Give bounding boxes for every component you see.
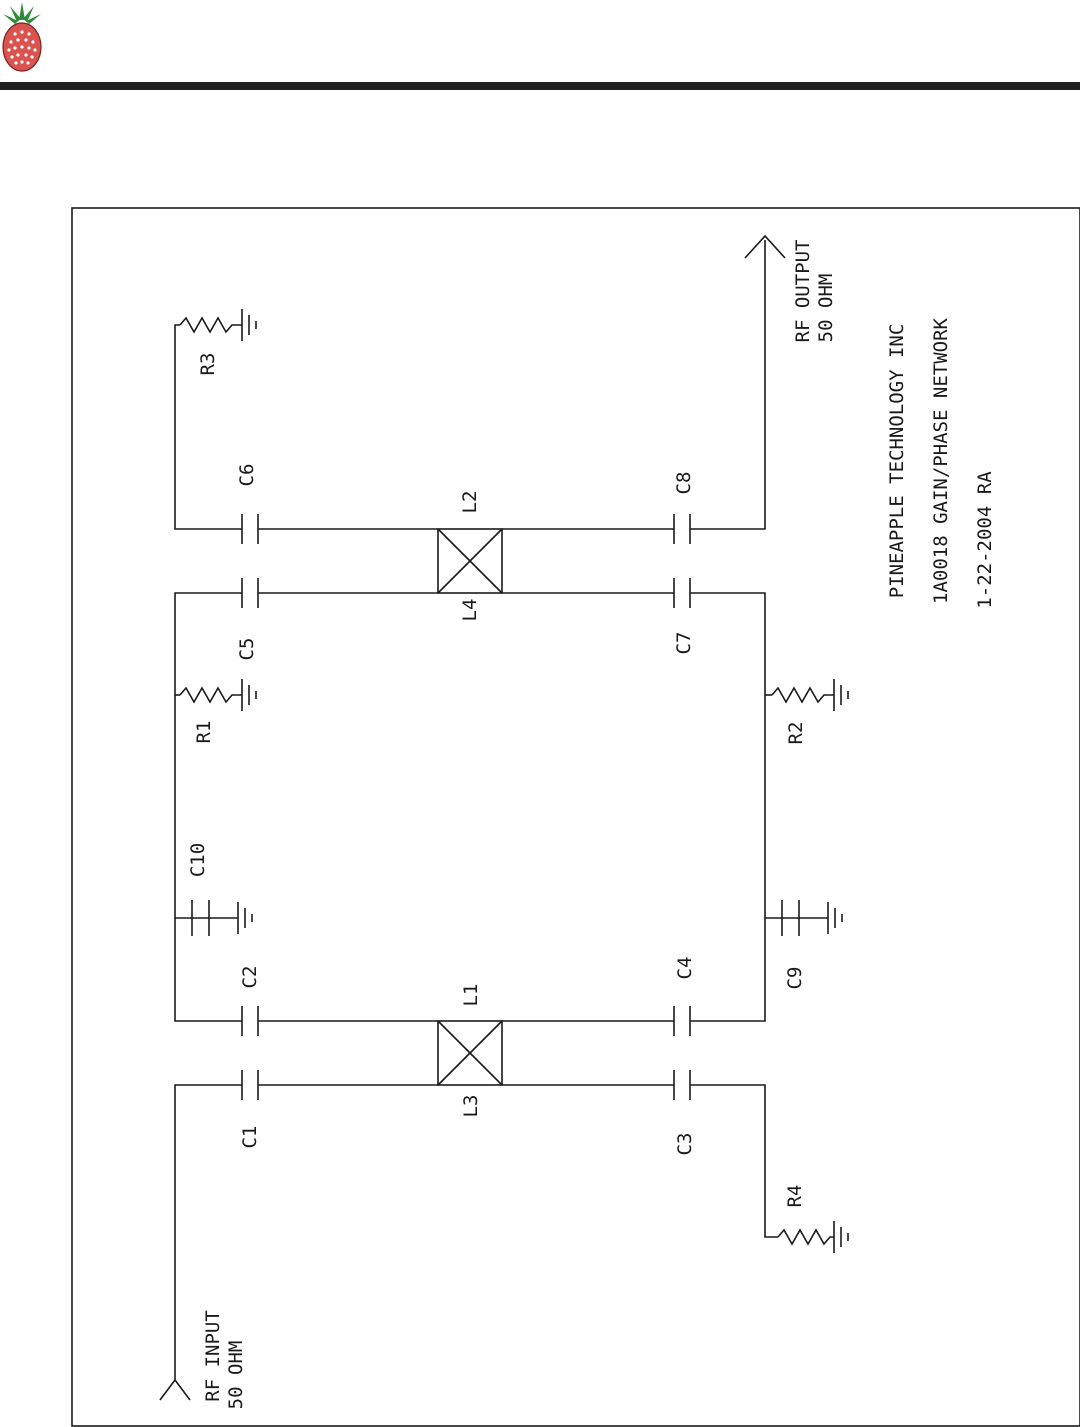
input-port-impedance: 50 OHM	[225, 1340, 247, 1410]
drawing-border	[72, 208, 1080, 1426]
label-c3: C3	[674, 1132, 696, 1156]
capacitor-c8	[674, 514, 690, 544]
port-labels	[202, 240, 837, 1410]
label-l4: L4	[459, 598, 481, 622]
label-r1: R1	[193, 720, 215, 744]
capacitor-c6	[242, 514, 258, 544]
label-r2: R2	[785, 721, 807, 745]
label-c5: C5	[236, 637, 258, 661]
label-c10: C10	[187, 842, 209, 878]
title-description: 1A0018 GAIN/PHASE NETWORK	[930, 318, 952, 604]
capacitor-c2	[242, 1006, 258, 1036]
label-c4: C4	[674, 956, 696, 980]
label-c8: C8	[673, 471, 695, 495]
resistor-r2	[772, 679, 848, 711]
capacitor-c7	[674, 578, 690, 608]
label-l3: L3	[460, 1094, 482, 1118]
capacitor-c3	[674, 1070, 690, 1100]
capacitor-c4	[674, 1006, 690, 1036]
label-c6: C6	[236, 463, 258, 487]
label-l1: L1	[460, 983, 482, 1007]
label-c9: C9	[784, 966, 806, 990]
label-r3: R3	[197, 352, 219, 376]
resistor-r1	[180, 679, 256, 711]
capacitor-c1	[242, 1070, 258, 1100]
coupler-l1-l3	[438, 1021, 502, 1085]
label-c2: C2	[239, 965, 261, 989]
title-company: PINEAPPLE TECHNOLOGY INC	[886, 323, 908, 599]
output-port-impedance: 50 OHM	[815, 273, 837, 343]
coupler-l2-l4	[438, 529, 502, 593]
resistor-r4	[778, 1221, 848, 1253]
label-c1: C1	[239, 1125, 261, 1149]
input-port-label: RF INPUT	[202, 1310, 224, 1402]
label-r4: R4	[784, 1184, 806, 1208]
label-l2: L2	[459, 490, 481, 514]
resistor-r3	[180, 309, 256, 341]
capacitor-c5	[242, 578, 258, 608]
label-c7: C7	[673, 631, 695, 655]
title-block	[886, 317, 996, 608]
output-port-label: RF OUTPUT	[792, 239, 814, 343]
wires	[160, 236, 799, 1400]
title-date-author: 1-22-2004 RA	[974, 471, 996, 609]
